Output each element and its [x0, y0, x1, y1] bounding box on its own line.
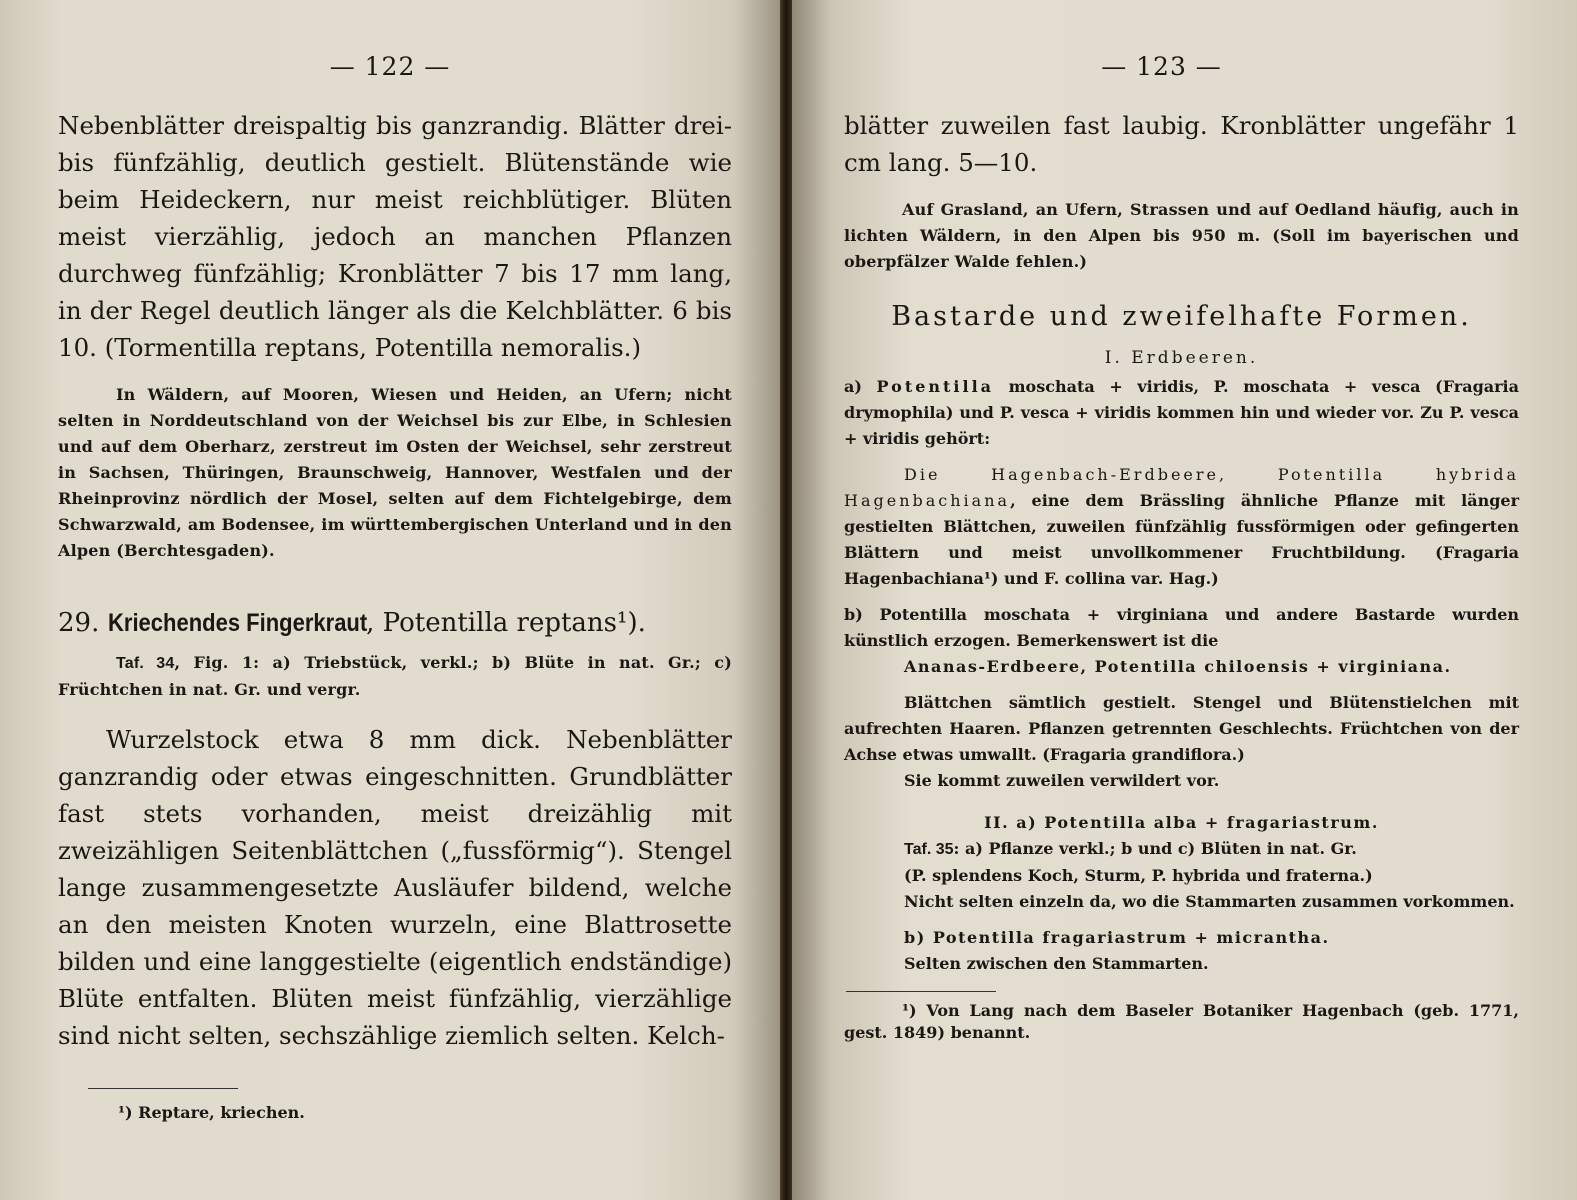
hagenbach-text: , eine dem Brässling ähnliche Pflanze mit länger gestielten Blättchen, zuweilen fünfzählig fussförmigen oder gefingerten Blättern und meist unvollkommener Fruchtbildung. (Fragaria Hagenbachiana¹) und F. collina var. Hag.) — [844, 491, 1519, 588]
hagenbach-entry — [844, 462, 1519, 592]
paragraph: blätter zuweilen fast laubig. Kronblätter ungefähr 1 cm lang. 5—10. — [844, 111, 1519, 177]
occurrence-note: Nicht selten einzeln da, wo die Stammarten zusammen vorkommen. — [904, 892, 1515, 911]
genus-name: Potentilla — [876, 377, 995, 396]
species-latin-name: , Potentilla reptans¹). — [366, 608, 646, 638]
paragraph: Nebenblätter dreispaltig bis ganzrandig. Blätter drei- bis fünfzählig, deutlich gestielt. Blütenstände wie beim Heideckern, nur meist reichblütiger. Blüten meist vierzählig, jedoch an manchen Pflanzen durchweg fünfzählig; Kronblätter 7 bis 17 mm lang, in der Regel deutlich länger als die Kelchblätter. 6 bis 10. (Tormentilla reptans, Potentilla nemoralis.) — [58, 111, 732, 362]
ananas-note: Sie kommt zuweilen verwildert vor. — [904, 771, 1220, 790]
subsection-title: I. Erdbeeren. — [1104, 348, 1259, 368]
synonyms: (P. splendens Koch, Sturm, P. hybrida und fraterna.) — [904, 866, 1373, 885]
plate-label: Taf. 34 — [116, 655, 175, 672]
entry-label: a) — [844, 377, 877, 396]
plate-text: : a) Pflanze verkl.; b und c) Blüten in nat. Gr. — [953, 839, 1357, 858]
plate-reference — [58, 650, 732, 703]
ananas-description: Blättchen sämtlich gestielt. Stengel und Blütenstielchen mit aufrechten Haaren. Pflanzen getrennten Geschlechts. Früchtchen von der Achse etwas umwallt. (Fragaria grandiflora.) — [844, 693, 1519, 764]
species-number: 29. — [58, 608, 100, 638]
habitat-paragraph: Auf Grasland, an Ufern, Strassen und auf Oedland häufig, auch in lichten Wäldern, in den Alpen bis 950 m. (Soll im bayerischen und oberpfälzer Walde fehlen.) — [844, 200, 1519, 271]
footnote-rule — [846, 991, 996, 992]
footnote: ¹) Von Lang nach dem Baseler Botaniker Hagenbach (geb. 1771, gest. 1849) benannt. — [844, 1001, 1519, 1042]
hybrid-entry-ii-a: II. a) Potentilla alba + fragariastrum. — [984, 813, 1379, 832]
page-number: — 122 — — [329, 52, 451, 81]
occurrence-note: Selten zwischen den Stammarten. — [904, 954, 1209, 973]
plate-reference — [844, 836, 1519, 863]
section-title: Bastarde und zweifelhafte Formen. — [891, 301, 1472, 332]
species-heading — [58, 608, 732, 638]
habitat-paragraph: In Wäldern, auf Mooren, Wiesen und Heiden, an Ufern; nicht selten in Norddeutschland von der Weichsel bis zur Elbe, in Schlesien und auf dem Oberharz, zerstreut im Osten der Weichsel, sehr zerstreut in Sachsen, Thüringen, Braunschweig, Hannover, Westfalen und der Rheinprovinz nördlich der Mosel, selten auf dem Fichtelgebirge, dem Schwarzwald, am Bodensee, im württembergischen Unterland und in den Alpen (Berchtesgaden). — [58, 385, 732, 560]
hybrid-entry-b: b) Potentilla moschata + virginiana und andere Bastarde wurden künstlich erzogen. Bemerkenswert ist die — [844, 605, 1519, 650]
entry-text: moschata + viridis, P. moschata + vesca (Fragaria drymophila) und P. vesca + viridis kommen hin und wieder vor. Zu P. vesca + viridis gehört: — [844, 377, 1519, 448]
footnote: ¹) Reptare, kriechen. — [118, 1103, 305, 1122]
hybrid-entry-ii-b: b) Potentilla fragariastrum + micrantha. — [904, 928, 1330, 947]
book-gutter — [780, 0, 792, 1200]
plate-text: , Fig. 1: a) Triebstück, verkl.; b) Blüte in nat. Gr.; c) Früchtchen in nat. Gr. und vergr. — [58, 653, 732, 699]
plate-label: Taf. 35 — [904, 841, 954, 858]
species-german-name: Kriechendes Fingerkraut — [107, 609, 367, 637]
left-page — [0, 0, 780, 1200]
paragraph: Wurzelstock etwa 8 mm dick. Nebenblätter ganzrandig oder etwas eingeschnitten. Grundblätter fast stets vorhanden, meist dreizählig mit zweizähligen Seitenblättchen („fussförmig“). Stengel lange zusammengesetzte Ausläufer bildend, welche an den meisten Knoten wurzeln, eine Blattrosette bilden und eine langgestielte (eigentlich endständige) Blüte entfalten. Blüten meist fünfzählig, vierzählige sind nicht selten, sechszählige ziemlich selten. Kelch- — [58, 725, 732, 1050]
hagenbach-name: Die Hagenbach-Erdbeere, Potentilla hybrida Hagenbachiana — [844, 465, 1519, 510]
ananas-heading: Ananas-Erdbeere, Potentilla chiloensis + virginiana. — [904, 657, 1452, 676]
footnote-rule — [88, 1088, 238, 1089]
right-page — [792, 0, 1577, 1200]
hybrid-entry-a — [844, 374, 1519, 452]
page-number: — 123 — — [1101, 52, 1222, 81]
